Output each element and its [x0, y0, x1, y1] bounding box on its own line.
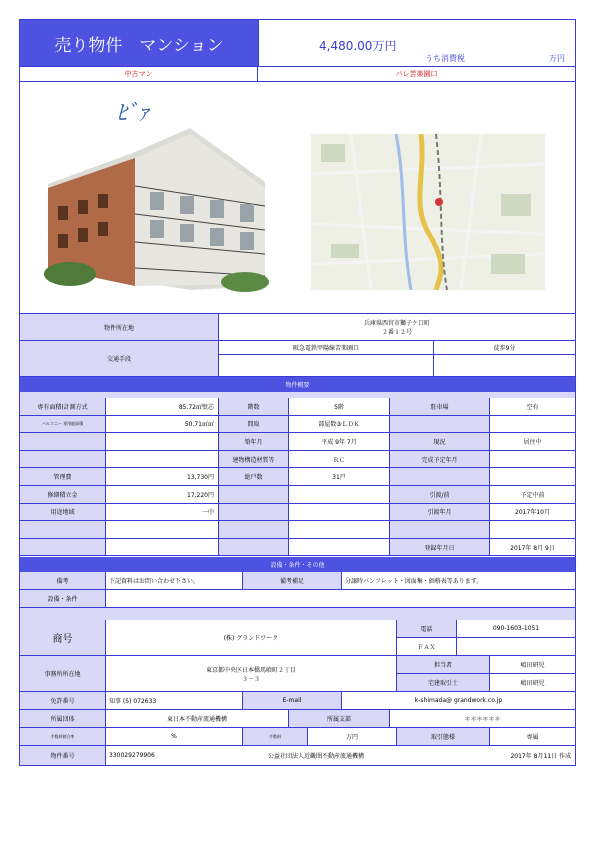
email-label: E-mail — [243, 692, 342, 710]
group: 東日本不動産流通機構 — [106, 710, 289, 728]
overview-value-b-row-2: 部屋数③ＬＤＫ — [289, 416, 390, 434]
location-line-2: ２番１２号 — [381, 329, 412, 336]
trade-name-label: 商号 — [20, 620, 106, 656]
overview-label-c-row-8 — [390, 521, 490, 539]
person-label: 担当者 — [397, 656, 490, 674]
mode: 専属 — [490, 728, 575, 746]
overview-label-c-row-6: 引渡/前 — [390, 486, 490, 504]
transport-walk-2 — [434, 355, 575, 377]
office-line-1: 東京都中央区日本橋馬喰町２丁目 — [205, 666, 296, 674]
conditions-header: 設備・条件・その他 — [20, 557, 575, 572]
property-number-label: 物件番号 — [20, 746, 106, 765]
page-title: 売り物件 マンション — [54, 35, 224, 56]
license: 知事 (5) 072633 — [106, 692, 243, 710]
equipment-value — [106, 590, 575, 608]
overview-label-a-row-4 — [20, 451, 106, 469]
overview-value-a-row-8 — [106, 521, 219, 539]
office-label: 事務所所在地 — [20, 656, 106, 692]
overview-value-b-row-1: 5階 — [289, 398, 390, 416]
overview-label-b-row-4: 建物構造材質等 — [219, 451, 289, 469]
overview-value-c-row-9: 2017年 8月 9日 — [490, 539, 575, 557]
company-top-strip — [20, 608, 575, 620]
overview-value-c-row-2 — [490, 416, 575, 434]
fee: 万円 — [308, 728, 397, 746]
overview-value-c-row-1: 空有 — [490, 398, 575, 416]
overview-label-a-row-6: 修繕積立金 — [20, 486, 106, 504]
email[interactable]: k-shimada@ grandwork.co.jp — [342, 692, 575, 710]
overview-label-b-row-9 — [219, 539, 289, 557]
overview-value-b-row-6 — [289, 486, 390, 504]
transport-station-2 — [219, 355, 434, 377]
fee-label: 手数料 — [243, 728, 308, 746]
overview-label-b-row-1: 階数 — [219, 398, 289, 416]
remarks-value: 下記資料はお問い合わせ下さい。 — [106, 572, 243, 590]
remarks-extra-label: 備考補足 — [243, 572, 342, 590]
transport-label: 交通手段 — [20, 341, 219, 377]
price: 4,480.00万円 — [319, 39, 397, 53]
overview-label-a-row-8 — [20, 521, 106, 539]
broker: 嶋田研児 — [490, 674, 575, 692]
overview-value-c-row-4 — [490, 451, 575, 469]
overview-value-a-row-6: 17,220円 — [106, 486, 219, 504]
organization: 公益社団法人近畿圏不動産流通機構 — [267, 753, 364, 760]
overview-value-a-row-4 — [106, 451, 219, 469]
fax — [457, 638, 575, 656]
overview-value-a-row-5: 13,730円 — [106, 468, 219, 486]
overview-value-b-row-8 — [289, 521, 390, 539]
overview-value-c-row-8 — [490, 521, 575, 539]
branch-label: 所属支部 — [289, 710, 390, 728]
overview-label-c-row-7: 引渡年月 — [390, 504, 490, 522]
tax-unit: 万円 — [549, 54, 565, 63]
overview-label-c-row-3: 現況 — [390, 433, 490, 451]
remarks-extra-value: 分譲時パンフレット・図面集・価格表等あります。 — [342, 572, 575, 590]
mode-label: 取引態様 — [397, 728, 490, 746]
overview-label-b-row-2: 間取 — [219, 416, 289, 434]
overview-label-a-row-5: 管理費 — [20, 468, 106, 486]
overview-label-a-row-3 — [20, 433, 106, 451]
overview-label-c-row-9: 登録年月日 — [390, 539, 490, 557]
overview-value-a-row-3 — [106, 433, 219, 451]
overview-value-a-row-1: 85.72㎡壁芯 — [106, 398, 219, 416]
remarks-label: 備考 — [20, 572, 106, 590]
overview-label-c-row-2 — [390, 416, 490, 434]
overview-label-a-row-1: 専有面積(計測方式 — [20, 398, 106, 416]
office-address — [106, 656, 397, 692]
location-label: 物件所在地 — [20, 313, 219, 341]
fee-rate: % — [106, 728, 243, 746]
location-value — [219, 313, 575, 341]
transport-station: 阪急電鉄甲陽線苦楽園口 — [219, 341, 434, 355]
office-line-2: ３－３ — [241, 675, 260, 683]
overview-label-c-row-4: 完成予定年月 — [390, 451, 490, 469]
overview-label-a-row-9 — [20, 539, 106, 557]
building-photo — [40, 96, 270, 292]
fee-rate-label: 手数料割合率 — [20, 728, 106, 746]
location-line-1: 兵庫県西宮市獅子ケ口町 — [363, 320, 430, 327]
overview-label-a-row-7: 用途地域 — [20, 504, 106, 522]
created-date: 2017年 8月11日 作成 — [510, 753, 571, 760]
transport-walk: 徒歩9分 — [434, 341, 575, 355]
overview-label-b-row-8 — [219, 521, 289, 539]
license-label: 免許番号 — [20, 692, 106, 710]
tel-label: 電話 — [397, 620, 457, 638]
svg-text:ﾋﾞｧ: ﾋﾞｧ — [116, 101, 150, 126]
property-number: 330029279906 — [109, 752, 155, 759]
title-banner — [20, 20, 258, 66]
branch: ＊＊＊＊＊＊ — [390, 710, 575, 728]
overview-value-b-row-3: 平成 9年 7月 — [289, 433, 390, 451]
fax-label: ＦＡＸ — [397, 638, 457, 656]
overview-value-a-row-7: 一中 — [106, 504, 219, 522]
group-label: 所属団体 — [20, 710, 106, 728]
overview-value-b-row-9 — [289, 539, 390, 557]
overview-value-a-row-2: 50.71㎡㎡ — [106, 416, 219, 434]
overview-value-c-row-7: 2017年10月 — [490, 504, 575, 522]
overview-value-c-row-6: 予定中前 — [490, 486, 575, 504]
overview-label-b-row-3: 築年月 — [219, 433, 289, 451]
overview-value-c-row-5 — [490, 468, 575, 486]
price-box — [258, 20, 575, 66]
equipment-label: 設備・条件 — [20, 590, 106, 608]
overview-value-b-row-5: 31戸 — [289, 468, 390, 486]
property-sheet — [19, 19, 576, 766]
broker-label: 宅建取引士 — [397, 674, 490, 692]
location-map — [311, 134, 545, 290]
overview-label-b-row-5: 総戸数 — [219, 468, 289, 486]
trade-name: (株) グランドワーク — [106, 620, 397, 656]
overview-label-b-row-6 — [219, 486, 289, 504]
overview-value-a-row-9 — [106, 539, 219, 557]
overview-value-c-row-3: 居住中 — [490, 433, 575, 451]
property-name: パレ苦楽園口 — [258, 66, 575, 82]
overview-label-b-row-7 — [219, 504, 289, 522]
person: 嶋田研児 — [490, 656, 575, 674]
overview-header: 物件概要 — [20, 377, 575, 392]
overview-value-b-row-4: ＲＣ — [289, 451, 390, 469]
overview-value-b-row-7 — [289, 504, 390, 522]
overview-label-c-row-1: 駐車場 — [390, 398, 490, 416]
tax-label: うち消費税 — [425, 54, 465, 63]
overview-label-c-row-5 — [390, 468, 490, 486]
overview-label-a-row-2: バルコニー 専用庭面積 — [20, 416, 106, 434]
tel: 090-1603-1051 — [457, 620, 575, 638]
property-type: 中古マン — [20, 66, 258, 82]
